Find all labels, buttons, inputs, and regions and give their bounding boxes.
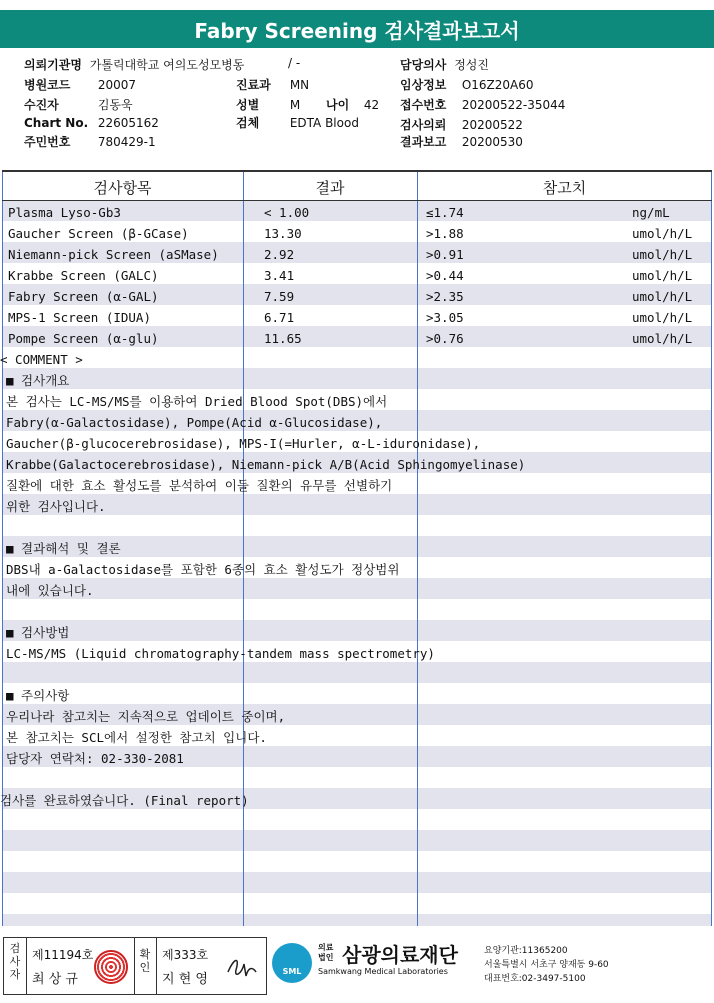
institution-label: 의뢰기관명 <box>24 58 82 72</box>
comment-line: DBS내 a-Galactosidase를 포함한 6종의 효소 활성도가 정상범위 <box>6 562 400 577</box>
row-result: 13.30 <box>264 226 302 241</box>
row-stripe <box>2 494 712 515</box>
section-overview-title: ■ 검사개요 <box>6 373 70 388</box>
institution-value: 가톨릭대학교 여의도성모병동 <box>89 58 245 72</box>
id-value: 780429-1 <box>97 135 156 149</box>
row-ref: >0.44 <box>426 268 464 283</box>
comment-line: Krabbe(Galactocerebrosidase), Niemann-pick A/B(Acid Sphingomyelinase) <box>6 457 526 472</box>
receipt-label: 접수번호 <box>400 98 447 112</box>
row-unit: umol/h/L <box>632 268 693 283</box>
inspector-name: 최 상 규 <box>32 972 78 987</box>
box-divider <box>26 938 27 994</box>
comment-line: 내에 있습니다. <box>6 583 94 598</box>
table-header <box>2 170 712 201</box>
row-result: 2.92 <box>264 247 295 262</box>
section-caution-title: ■ 주의사항 <box>6 688 70 703</box>
row-result: 6.71 <box>264 310 295 325</box>
row-ref: >2.35 <box>426 289 464 304</box>
comment-line: 위한 검사입니다. <box>6 499 106 514</box>
comment-line: 질환에 대한 효소 활성도를 분석하여 이들 질환의 유무를 선별하기 <box>6 478 393 493</box>
report-date-value: 20200530 <box>461 135 523 149</box>
confirm-label: 확인 <box>139 948 151 974</box>
table-row <box>2 265 712 286</box>
receipt-value: 20200522-35044 <box>461 98 566 112</box>
dept-row <box>236 76 309 93</box>
specimen-label: 검체 <box>236 116 260 130</box>
row-unit: umol/h/L <box>632 331 693 346</box>
row-result: 11.65 <box>264 331 302 346</box>
inspector-label: 검사자 <box>9 942 21 981</box>
age-label: 나이 <box>326 98 350 112</box>
sex-row <box>236 96 300 113</box>
row-unit: umol/h/L <box>632 289 693 304</box>
row-item: Plasma Lyso-Gb3 <box>8 205 121 220</box>
final-report-note: 검사를 완료하였습니다. (Final report) <box>0 793 249 808</box>
row-item: Fabry Screen (α-GAL) <box>8 289 159 304</box>
institution-code: 요양기관:11365200 <box>484 946 568 956</box>
row-unit: umol/h/L <box>632 226 693 241</box>
row-unit: ng/mL <box>632 205 670 220</box>
request-value: 20200522 <box>461 118 523 132</box>
row-result: 3.41 <box>264 268 295 283</box>
report-date-row <box>400 133 523 150</box>
org-prefix: 의료 법인 <box>318 943 334 962</box>
org-english-name: Samkwang Medical Laboratories <box>318 967 448 976</box>
specimen-value: EDTA Blood <box>289 116 359 130</box>
row-stripe <box>2 872 712 893</box>
row-stripe <box>2 368 712 389</box>
box-divider <box>156 938 157 994</box>
table-row <box>2 244 712 265</box>
row-stripe <box>2 662 712 683</box>
report-title: Fabry Screening 검사결과보고서 <box>0 10 714 48</box>
row-item: Niemann-pick Screen (aSMase) <box>8 247 219 262</box>
section-interpretation-title: ■ 결과해석 및 결론 <box>6 541 121 556</box>
row-ref: >3.05 <box>426 310 464 325</box>
table-row <box>2 223 712 244</box>
sex-label: 성별 <box>236 98 260 112</box>
row-item: Gaucher Screen (β-GCase) <box>8 226 189 241</box>
row-item: MPS-1 Screen (IDUA) <box>8 310 151 325</box>
row-ref: >0.91 <box>426 247 464 262</box>
sml-logo-icon <box>272 943 312 983</box>
header-result: 결과 <box>315 179 345 197</box>
address: 서울특별시 서초구 양재동 9-60 <box>484 960 609 970</box>
doctor-label: 담당의사 <box>400 58 447 72</box>
row-result: < 1.00 <box>264 205 310 220</box>
doctor-value: 정성진 <box>454 58 489 72</box>
red-seal-stamp <box>94 950 128 984</box>
comment-line: 본 검사는 LC-MS/MS를 이용하여 Dried Blood Spot(DBS)에서 <box>6 394 388 409</box>
table-row <box>2 307 712 328</box>
hospital-code-label: 병원코드 <box>24 78 71 92</box>
handwritten-signature <box>224 950 260 982</box>
row-ref: >0.76 <box>426 331 464 346</box>
id-row <box>24 133 156 150</box>
row-stripe <box>2 620 712 641</box>
comment-line: Gaucher(β-glucocerebrosidase), MPS-I(=Hurler, α-L-iduronidase), <box>6 436 481 451</box>
chart-value: 22605162 <box>97 116 159 130</box>
dept-label: 진료과 <box>236 78 271 92</box>
report-date-label: 결과보고 <box>400 135 447 149</box>
comment-line: LC-MS/MS (Liquid chromatography-tandem mass spectrometry) <box>6 646 435 661</box>
doctor-row <box>400 56 489 73</box>
sex-value: M <box>289 98 301 112</box>
comment-line: Fabry(α-Galactosidase), Pompe(Acid α-Glucosidase), <box>6 415 383 430</box>
chart-label: Chart No. <box>24 116 89 130</box>
phone-number: 대표번호:02-3497-5100 <box>484 974 586 984</box>
patient-label: 수진자 <box>24 98 59 112</box>
row-stripe <box>2 830 712 851</box>
age-row <box>326 96 379 113</box>
box-divider <box>134 938 135 994</box>
row-ref: >1.88 <box>426 226 464 241</box>
patient-row <box>24 96 133 113</box>
section-method-title: ■ 검사방법 <box>6 625 70 640</box>
specimen-row <box>236 114 359 131</box>
org-name: 삼광의료재단 <box>342 943 458 967</box>
institution-row <box>24 56 244 73</box>
clinical-value: O16Z20A60 <box>461 78 534 92</box>
clinical-label: 임상정보 <box>400 78 447 92</box>
row-unit: umol/h/L <box>632 310 693 325</box>
table-row <box>2 202 712 223</box>
row-item: Krabbe Screen (GALC) <box>8 268 159 283</box>
comment-header: < COMMENT > <box>0 352 83 367</box>
ward-value: / - <box>288 56 301 70</box>
footer <box>0 937 714 997</box>
confirm-number: 제333호 <box>162 948 209 962</box>
comment-line: 우리나라 참고치는 지속적으로 업데이트 중이며, <box>6 709 286 724</box>
id-label: 주민번호 <box>24 135 71 149</box>
table-row <box>2 286 712 307</box>
row-stripe <box>2 914 712 926</box>
inspector-number: 제11194호 <box>32 948 94 962</box>
patient-value: 김동욱 <box>97 98 133 112</box>
request-row <box>400 116 523 133</box>
header-reference: 참고치 <box>542 179 587 197</box>
comment-line: 담당자 연락처: 02-330-2081 <box>6 751 184 766</box>
request-label: 검사의뢰 <box>400 118 447 132</box>
header-item: 검사항목 <box>93 179 152 197</box>
receipt-row <box>400 96 565 113</box>
hospital-code-row <box>24 76 136 93</box>
dept-value: MN <box>289 78 310 92</box>
logo-text: SML <box>282 967 302 976</box>
row-stripe <box>2 578 712 599</box>
clinical-row <box>400 76 534 93</box>
confirm-name: 지 현 영 <box>162 972 208 987</box>
row-item: Pompe Screen (α-glu) <box>8 331 159 346</box>
row-unit: umol/h/L <box>632 247 693 262</box>
comment-line: 본 참고치는 SCL에서 설정한 참고치 입니다. <box>6 730 267 745</box>
chart-row <box>24 116 159 130</box>
row-result: 7.59 <box>264 289 295 304</box>
hospital-code-value: 20007 <box>97 78 137 92</box>
table-row <box>2 328 712 349</box>
result-table <box>2 170 712 926</box>
age-value: 42 <box>363 98 380 112</box>
signature-box <box>3 937 267 995</box>
row-ref: ≤1.74 <box>426 205 464 220</box>
